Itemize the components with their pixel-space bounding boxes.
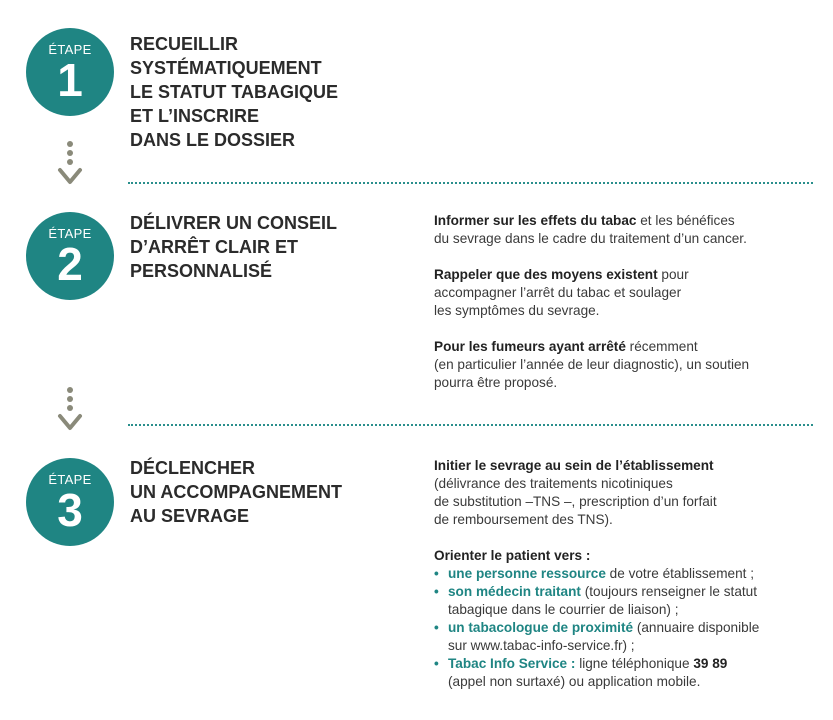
arrow-down-icon	[56, 386, 84, 436]
step-3-label: ÉTAPE	[48, 472, 92, 487]
separator-1	[128, 182, 813, 184]
list-item: • son médecin traitant (toujours renseigner le statut tabagique dans le courrier de liaison) ;	[434, 584, 758, 617]
phone-number: 39 89	[693, 656, 728, 671]
orient-title: Orienter le patient vers :	[434, 548, 591, 563]
step-1-label: ÉTAPE	[48, 42, 92, 57]
step-3-title: DÉCLENCHER UN ACCOMPAGNEMENT AU SEVRAGE	[130, 458, 342, 526]
step-2-paragraph-2: Rappeler que des moyens existent pour accompagner l’arrêt du tabac et soulager les symptômes du sevrage.	[434, 267, 689, 318]
step-2-paragraph-3: Pour les fumeurs ayant arrêté récemment (en particulier l’année de leur diagnostic), un soutien pourra être proposé.	[434, 339, 750, 390]
step-2-title: DÉLIVRER UN CONSEIL D’ARRÊT CLAIR ET PERSONNALISÉ	[130, 213, 338, 281]
bullet-icon: •	[434, 566, 439, 581]
step-3-details	[434, 457, 759, 691]
step-3-number: 3	[57, 484, 83, 536]
step-3-orientation	[434, 547, 759, 691]
step-2-label: ÉTAPE	[48, 226, 92, 241]
step-3-intro: Initier le sevrage au sein de l’établissement (délivrance des traitements nicotiniques de substitution –TNS –, prescription d’un forfait de remboursement des TNS).	[434, 458, 717, 527]
list-item: • un tabacologue de proximité (annuaire disponible sur www.tabac-info-service.fr) ;	[434, 620, 760, 653]
list-item: • Tabac Info Service : ligne téléphonique 39 89 (appel non surtaxé) ou application mobile.	[434, 656, 728, 689]
arrow-down-icon	[56, 140, 84, 190]
step-3-badge	[26, 458, 114, 546]
step-2-number: 2	[57, 238, 83, 290]
list-item: • une personne ressource de votre établissement ;	[434, 566, 755, 581]
bullet-icon: •	[434, 620, 439, 635]
separator-2	[128, 424, 813, 426]
bullet-icon: •	[434, 584, 439, 599]
orientation-list	[434, 565, 759, 691]
step-2-paragraph-1: Informer sur les effets du tabac et les bénéfices du sevrage dans le cadre du traitement d’un cancer.	[434, 213, 747, 246]
bullet-icon: •	[434, 656, 439, 671]
step-1-number: 1	[57, 54, 83, 106]
step-1-title: RECUEILLIR SYSTÉMATIQUEMENT LE STATUT TABAGIQUE ET L’INSCRIRE DANS LE DOSSIER	[130, 34, 338, 150]
step-2-details	[434, 212, 749, 410]
step-1-badge	[26, 28, 114, 116]
step-2-badge	[26, 212, 114, 300]
